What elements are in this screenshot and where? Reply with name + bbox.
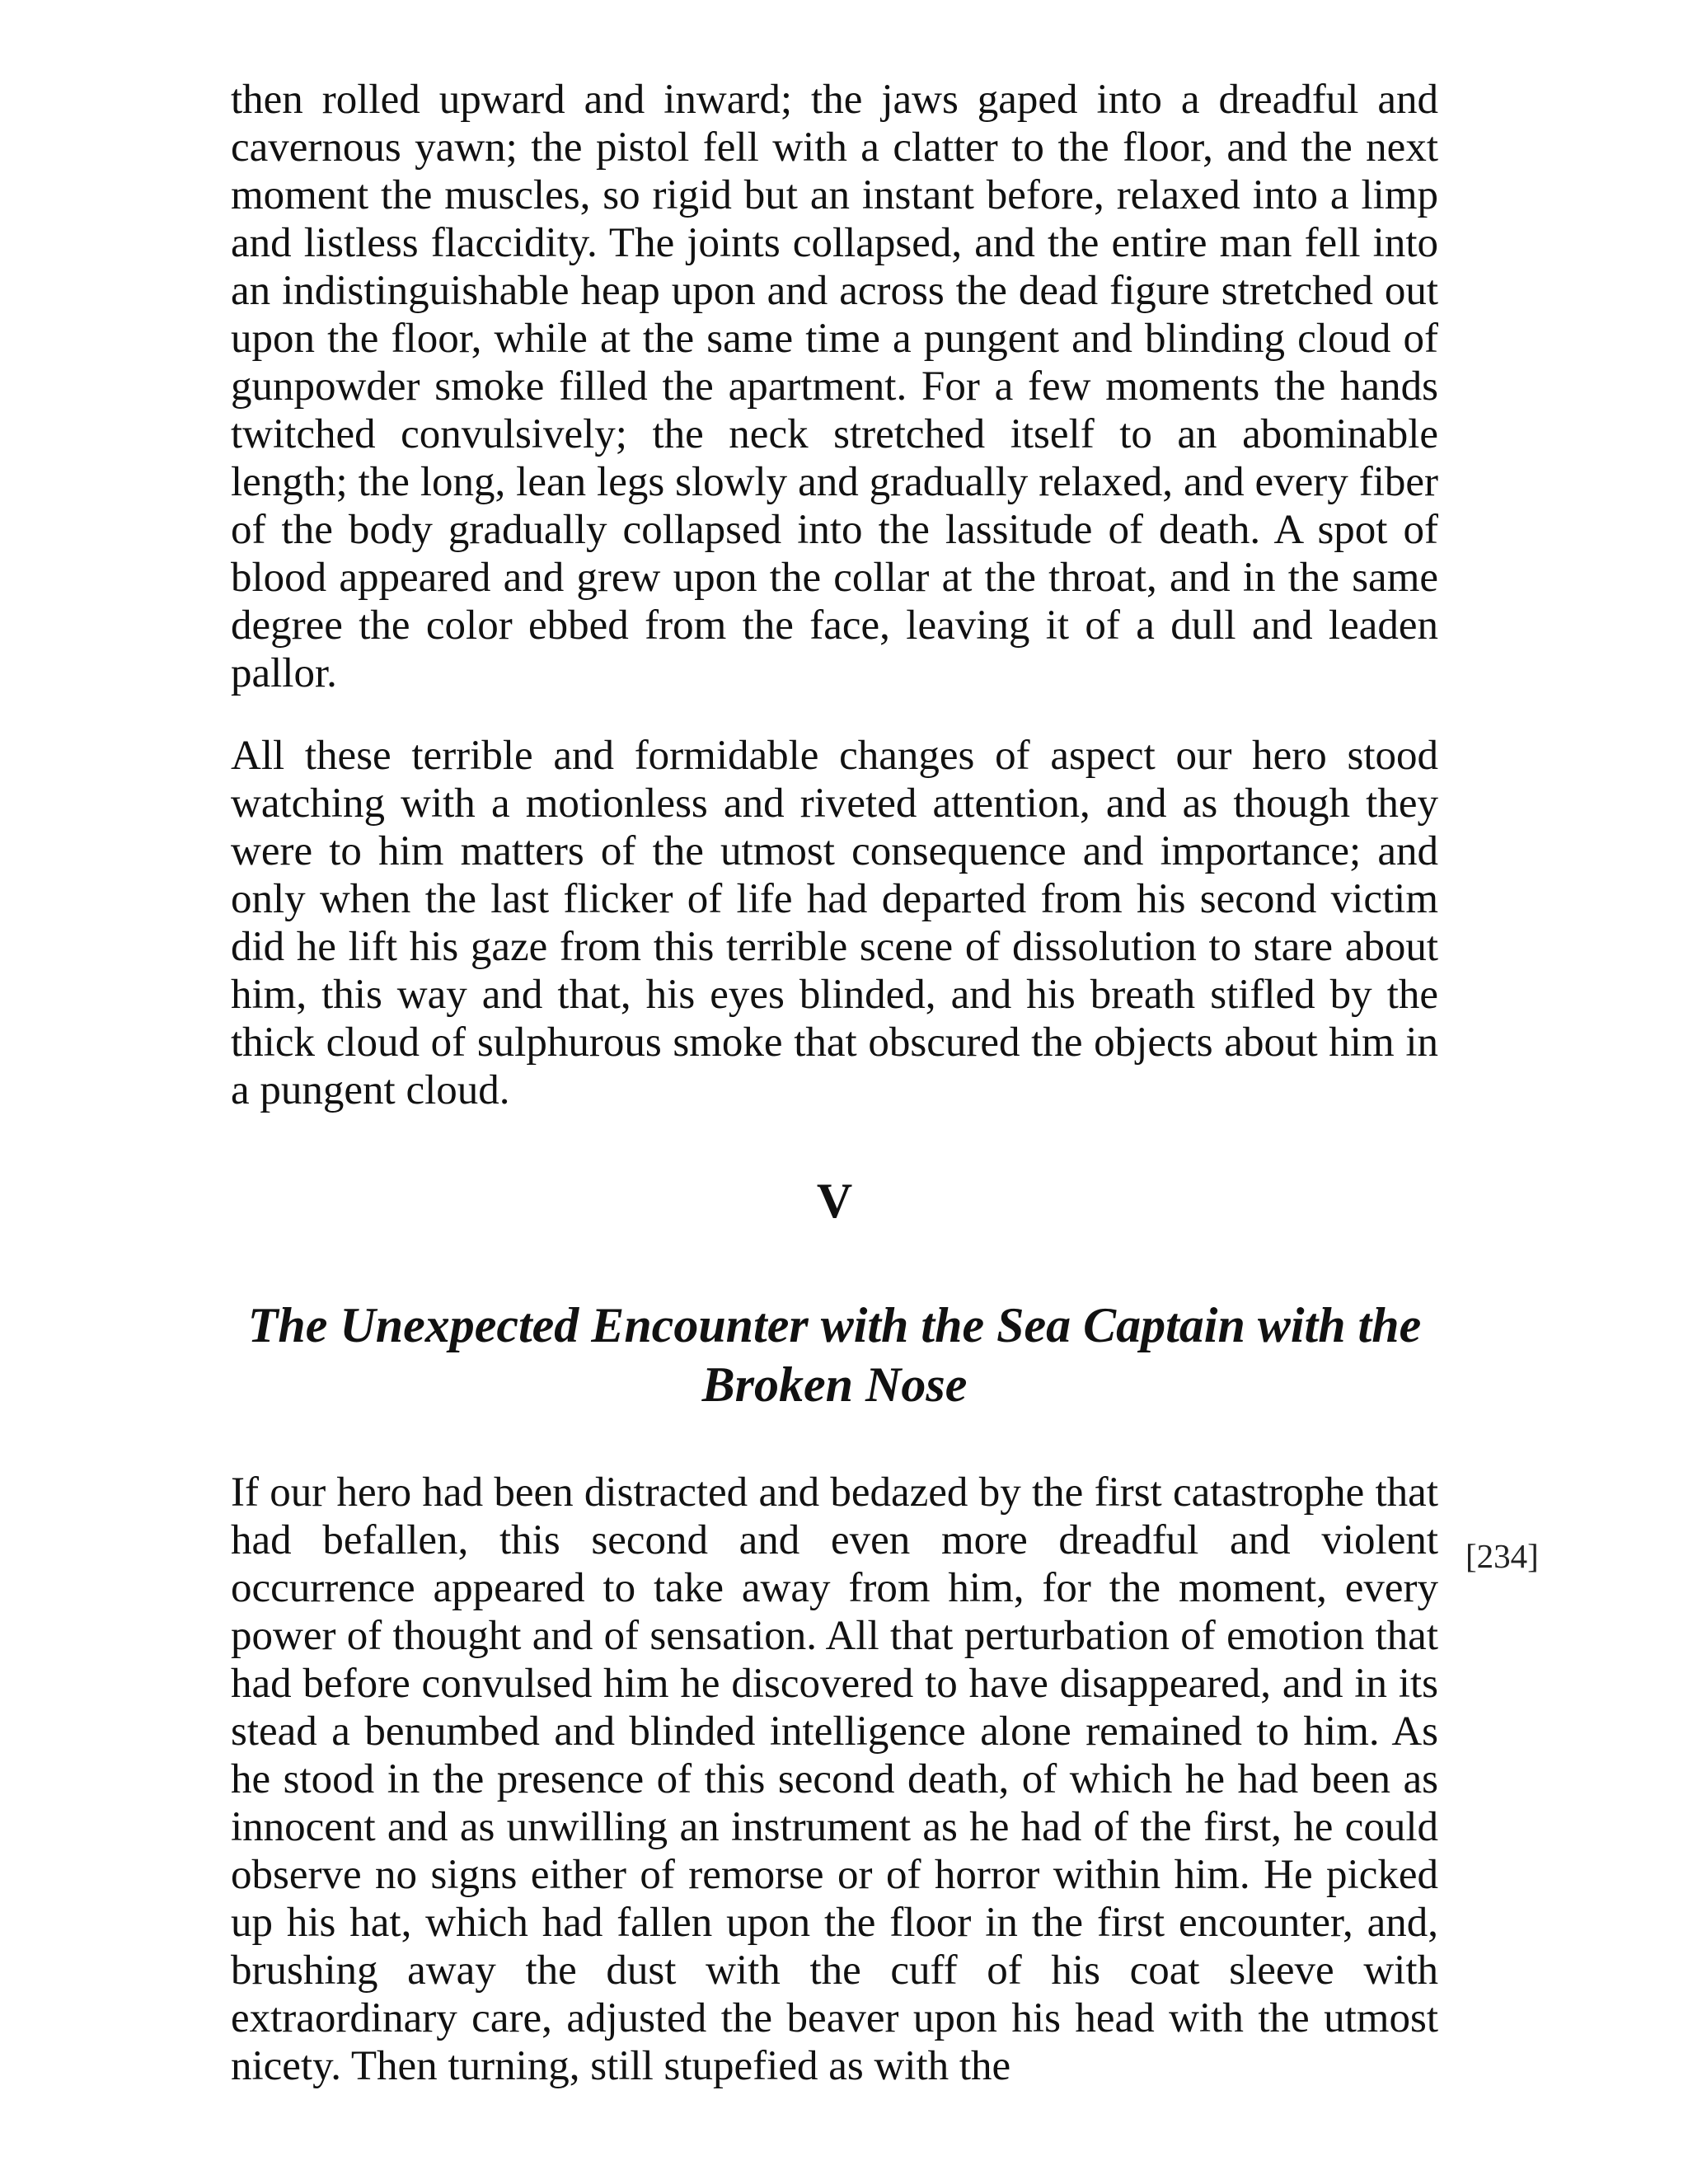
chapter-title: The Unexpected Encounter with the Sea Captain with the Broken Nose (247, 1298, 1422, 1412)
chapter-number: V (816, 1174, 853, 1228)
paragraph-1: then rolled upward and inward; the jaws gaped into a dreadful and cavernous yawn; the pistol fell with a clatter to the floor, and the next moment the muscles, so rigid but an instant before, relaxed into a limp and listless flaccidity. The joints collapsed, and the entire man fell into an indistinguishable heap upon and across the dead figure stretched out upon the floor, while at the same time a pungent and blinding cloud of gunpowder smoke filled the apartment. For a few moments the hands twitched convulsively; the neck stretched itself to an abominable length; the long, lean legs slowly and gradually relaxed, and every fiber of the body gradually collapsed into the lassitude of death. A spot of blood appeared and grew upon the collar at the throat, and in the same degree the color ebbed from the face, leaving it of a dull and leaden pallor. (231, 77, 1438, 696)
paragraph-2: All these terrible and formidable changes of aspect our hero stood watching with a motionless and riveted attention, and as though they were to him matters of the utmost consequence and importance; and only when the last flicker of life had departed from his second victim did he lift his gaze from this terrible scene of dissolution to stare about him, this way and that, his eyes blinded, and his breath stifled by the thick cloud of sulphurous smoke that obscured the objects about him in a pungent cloud. (231, 733, 1438, 1113)
paragraph-3: If our hero had been distracted and bedazed by the first catastrophe that had befallen, this second and even more dreadful and violent occurrence appeared to take away from him, for the moment, every power of thought and of sensation. All that perturbation of emotion that had before convulsed him he discovered to have disappeared, and in its stead a benumbed and blinded intelligence alone remained to him. As he stood in the presence of this second death, of which he had been as innocent and as unwilling an instrument as he had of the first, he could observe no signs either of remorse or of horror within him. He picked up his hat, which had fallen upon the floor in the first encounter, and, brushing away the dust with the cuff of his coat sleeve with extraordinary care, adjusted the beaver upon his head with the utmost nicety. Then turning, still stupefied as with the (231, 1469, 1438, 2089)
page-body (231, 76, 1438, 2090)
page-number-marker: [234] (1465, 1537, 1539, 1575)
